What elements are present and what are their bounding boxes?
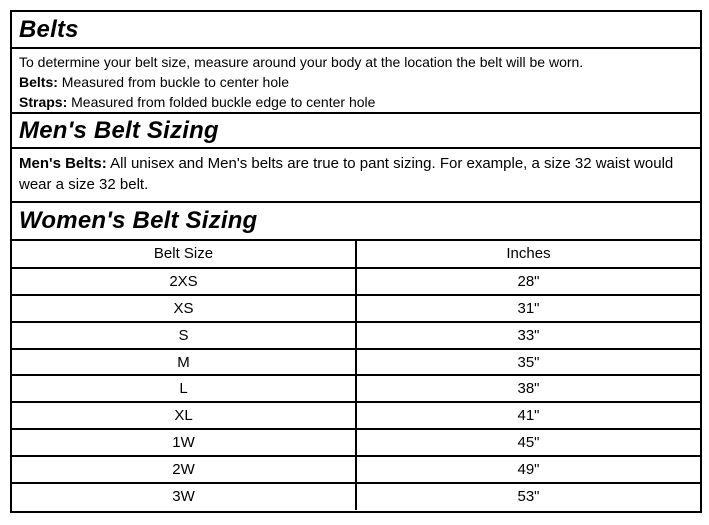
mens-belts-paragraph: Men's Belts: All unisex and Men's belts are true to pant sizing. For example, a size 32 waist would wear a size 32 belt. (12, 149, 700, 203)
belt-size-cell: L (12, 375, 356, 402)
belts-heading (12, 12, 700, 49)
inches-cell: 45" (356, 429, 700, 456)
belt-size-cell: XS (12, 295, 356, 322)
table-row (12, 349, 700, 376)
belt-size-cell: 2W (12, 456, 356, 483)
intro-line-1: To determine your belt size, measure around your body at the location the belt will be worn. (19, 54, 584, 70)
inches-cell: 38" (356, 375, 700, 402)
womens-size-table-container (12, 241, 700, 511)
belt-size-cell: 1W (12, 429, 356, 456)
belt-size-cell: 2XS (12, 268, 356, 295)
intro-line-3: Straps: Measured from folded buckle edge to center hole (19, 94, 376, 110)
mens-belt-sizing-heading (12, 114, 700, 149)
column-header-belt-size: Belt Size (12, 241, 356, 268)
straps-label: Straps: (19, 94, 68, 110)
table-row (12, 402, 700, 429)
inches-cell: 49" (356, 456, 700, 483)
belts-heading-text: Belts (19, 15, 79, 43)
belt-size-cell: M (12, 349, 356, 376)
column-header-inches: Inches (506, 245, 551, 263)
intro-line-2: Belts: Measured from buckle to center hole (19, 74, 290, 90)
table-row (12, 456, 700, 483)
inches-cell: 33" (356, 322, 700, 349)
table-row (12, 295, 700, 322)
belts-label: Belts: (19, 74, 58, 90)
mens-belts-label: Men's Belts: (19, 155, 107, 172)
mens-heading-text: Men's Belt Sizing (19, 116, 219, 144)
belt-size-cell: XL (12, 402, 356, 429)
womens-size-table (12, 241, 700, 510)
inches-cell: 31" (356, 295, 700, 322)
belt-sizing-document (10, 10, 702, 513)
table-row (12, 375, 700, 402)
inches-cell: 28" (356, 268, 700, 295)
table-row (12, 429, 700, 456)
womens-belt-sizing-heading (12, 203, 700, 241)
table-row (12, 483, 700, 510)
belt-size-cell: 3W (12, 483, 356, 510)
womens-heading-text: Women's Belt Sizing (19, 207, 258, 234)
table-header-row (12, 241, 700, 268)
inches-cell: 41" (356, 402, 700, 429)
inches-cell: 35" (356, 349, 700, 376)
belt-size-cell: S (12, 322, 356, 349)
table-row (12, 268, 700, 295)
intro-paragraph (12, 49, 700, 114)
table-row (12, 322, 700, 349)
inches-cell: 53" (356, 483, 700, 510)
